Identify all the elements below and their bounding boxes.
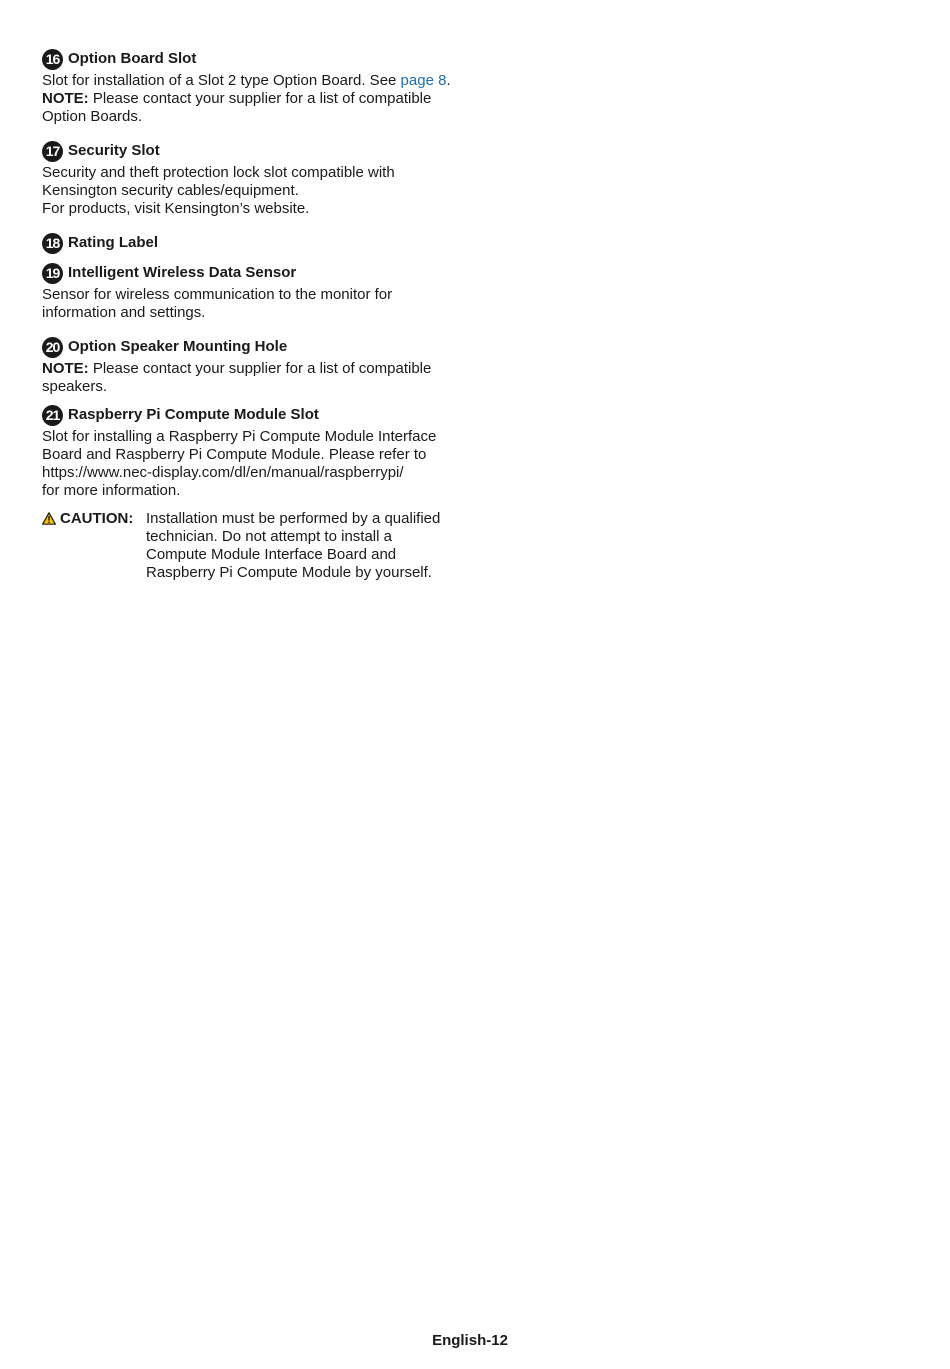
- item-number-badge: 19: [42, 263, 63, 284]
- item-title: Option Speaker Mounting Hole: [68, 338, 288, 355]
- item-wireless-data-sensor: [42, 262, 472, 322]
- note-text-continued: Option Boards.: [42, 108, 143, 125]
- content-column: [42, 48, 472, 596]
- item-title: Option Board Slot: [68, 50, 197, 67]
- note-text: NOTE: Please contact your supplier for a list of compatible: [42, 360, 432, 377]
- item-number-badge: 18: [42, 233, 63, 254]
- item-description: Slot for installation of a Slot 2 type Option Board. See page 8.: [42, 72, 451, 89]
- caution-line: technician. Do not attempt to install a: [146, 528, 392, 545]
- note-label: NOTE:: [42, 360, 89, 377]
- caution-line: Installation must be performed by a qualified: [146, 510, 441, 527]
- caution-line: Raspberry Pi Compute Module by yourself.: [146, 564, 432, 581]
- page-link[interactable]: page 8: [400, 72, 447, 89]
- item-title: Intelligent Wireless Data Sensor: [68, 264, 297, 281]
- item-title: Raspberry Pi Compute Module Slot: [68, 406, 319, 423]
- caution-block: [42, 510, 472, 582]
- item-raspberry-pi-slot: [42, 404, 472, 582]
- warning-triangle-icon: [42, 512, 56, 525]
- description-line: for more information.: [42, 482, 181, 499]
- description-line: Slot for installing a Raspberry Pi Compute Module Interface: [42, 428, 437, 445]
- caution-label: CAUTION:: [60, 510, 134, 527]
- item-number-badge: 21: [42, 405, 63, 426]
- note-text: NOTE: Please contact your supplier for a list of compatible: [42, 90, 432, 107]
- description-line: Sensor for wireless communication to the monitor for: [42, 286, 393, 303]
- note-label: NOTE:: [42, 90, 89, 107]
- item-title: Rating Label: [68, 234, 159, 251]
- item-number-badge: 16: [42, 49, 63, 70]
- item-number-badge: 20: [42, 337, 63, 358]
- description-line: Kensington security cables/equipment.: [42, 182, 299, 199]
- description-line: information and settings.: [42, 304, 206, 321]
- description-line: Security and theft protection lock slot compatible with: [42, 164, 395, 181]
- item-number-badge: 17: [42, 141, 63, 162]
- item-rating-label: [42, 232, 472, 254]
- item-title: Security Slot: [68, 142, 160, 159]
- item-security-slot: [42, 140, 472, 218]
- caution-line: Compute Module Interface Board and: [146, 546, 397, 563]
- description-line: https://www.nec-display.com/dl/en/manual/raspberrypi/: [42, 464, 404, 481]
- item-speaker-mounting-hole: [42, 336, 472, 396]
- page-footer: English-12: [432, 1332, 508, 1349]
- description-line: Board and Raspberry Pi Compute Module. Please refer to: [42, 446, 427, 463]
- note-text-continued: speakers.: [42, 378, 108, 395]
- description-line: For products, visit Kensington’s website.: [42, 200, 310, 217]
- item-option-board-slot: [42, 48, 472, 126]
